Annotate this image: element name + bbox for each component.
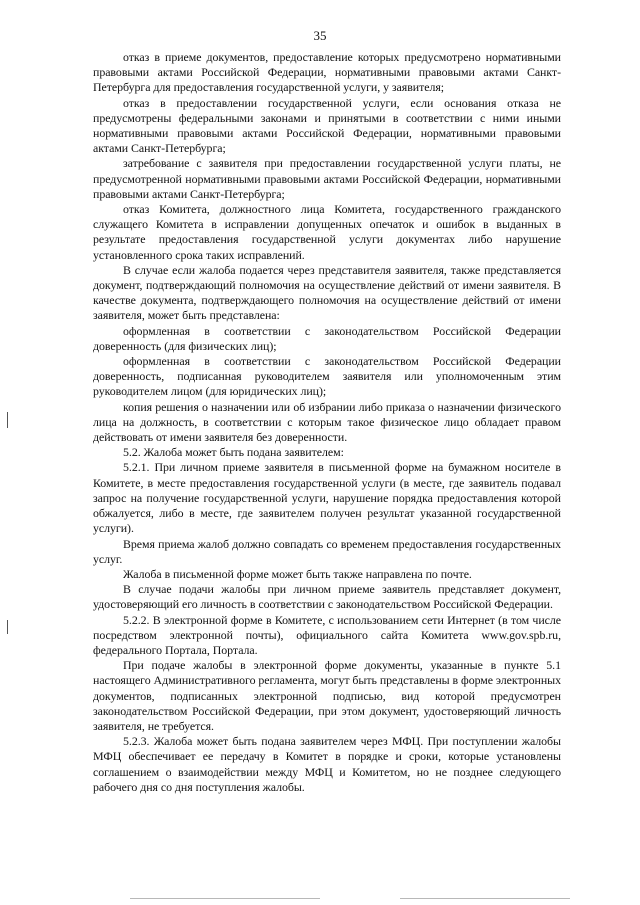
- paragraph: В случае подачи жалобы при личном приеме заявитель представляет документ, удостоверяющий его личность в соответствии с законодательством Российской Федерации.: [93, 582, 561, 612]
- paragraph: При подаче жалобы в электронной форме документы, указанные в пункте 5.1 настоящего Административного регламента, могут быть представлены в форме электронных документов, подписанных электронной подписью, вид которой предусмотрен законодательством Российской Федерации, при этом документ, удостоверяющий личность заявителя, не требуется.: [93, 658, 561, 733]
- paragraph: Жалоба в письменной форме может быть также направлена по почте.: [123, 566, 472, 581]
- bottom-rule-left: [130, 898, 320, 899]
- margin-mark-upper: [7, 412, 8, 428]
- page-number: 35: [313, 28, 327, 43]
- paragraph: отказ в предоставлении государственной услуги, если основания отказа не предусмотрены федеральными законами и принятыми в соответствии с ними иными нормативными правовыми актами Российской Федерации, нормативными правовыми актами Санкт-Петербурга;: [93, 95, 561, 156]
- paragraph: отказ в приеме документов, предоставление которых предусмотрено нормативными правовыми актами Российской Федерации, нормативными правовыми актами Санкт-Петербурга для предоставления государственной услуги, у заявителя;: [93, 50, 561, 95]
- bottom-rule-right: [400, 898, 570, 899]
- paragraph: 5.2.3. Жалоба может быть подана заявителем через МФЦ. При поступлении жалобы МФЦ обеспечивает ее передачу в Комитет в порядке и сроки, которые установлены соглашением о взаимодействии между МФЦ и Комитетом, но не позднее следующего рабочего дня со дня поступления жалобы.: [93, 734, 561, 794]
- paragraph: В случае если жалоба подается через представителя заявителя, также представляется документ, подтверждающий полномочия на осуществление действий от имени заявителя. В качестве документа, подтверждающего полномочия на осуществление действий от имени заявителя, может быть представлена:: [93, 262, 561, 323]
- paragraph: отказ Комитета, должностного лица Комитета, государственного гражданского служащего Комитета в исправлении допущенных опечаток и ошибок в выданных в результате предоставления государственной услуги документах либо нарушение установленного срока таких исправлений.: [93, 202, 561, 262]
- paragraph: копия решения о назначении или об избрании либо приказа о назначении физического лица на должность, в соответствии с которым такое физическое лицо обладает правом действовать от имени заявителя без доверенности.: [93, 399, 561, 445]
- paragraph: 5.2.2. В электронной форме в Комитете, с использованием сети Интернет (в том числе посредством электронной почты), официального сайта Комитета www.gov.spb.ru, федерального Портала, Портала.: [93, 612, 561, 657]
- margin-mark-lower: [7, 620, 8, 634]
- paragraph: 5.2. Жалоба может быть подана заявителем:: [123, 445, 344, 460]
- document-body: [93, 50, 561, 795]
- paragraph: оформленная в соответствии с законодательством Российской Федерации доверенность (для физических лиц);: [93, 323, 561, 353]
- paragraph: 5.2.1. При личном приеме заявителя в письменной форме на бумажном носителе в Комитете, в месте предоставления государственной услуги (в месте, где заявитель подавал запрос на получение государственной услуги, нарушение порядка предоставления которой обжалуется, либо в месте, где заявителем получен результат указанной государственной услуги).: [93, 460, 561, 536]
- paragraph: затребование с заявителя при предоставлении государственной услуги платы, не предусмотренной нормативными правовыми актами Российской Федерации, нормативными правовыми актами Санкт-Петербурга;: [93, 156, 561, 201]
- paragraph: Время приема жалоб должно совпадать со временем предоставления государственных услуг.: [93, 536, 561, 566]
- paragraph: оформленная в соответствии с законодательством Российской Федерации доверенность, подписанная руководителем заявителя или уполномоченным этим руководителем лицом (для юридических лиц);: [93, 354, 561, 399]
